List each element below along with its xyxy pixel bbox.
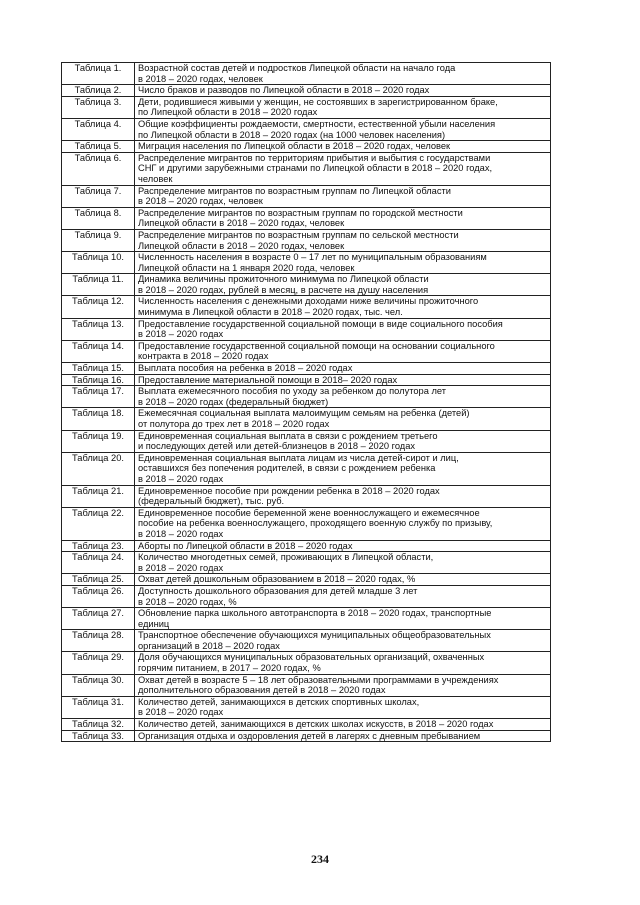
table-title: Аборты по Липецкой области в 2018 – 2020 годах bbox=[135, 540, 551, 552]
table-row bbox=[62, 318, 551, 340]
table-title: Предоставление материальной помощи в 2018– 2020 годах bbox=[135, 374, 551, 386]
table-number: Таблица 6. bbox=[62, 152, 135, 185]
table-number: Таблица 15. bbox=[62, 363, 135, 375]
table-row bbox=[62, 730, 551, 742]
table-row bbox=[62, 430, 551, 452]
table-title: Выплата пособия на ребенка в 2018 – 2020 годах bbox=[135, 363, 551, 375]
table-number: Таблица 21. bbox=[62, 485, 135, 507]
table-row bbox=[62, 507, 551, 540]
table-title: Ежемесячная социальная выплата малоимущим семьям на ребенка (детей) от полутора до трех лет в 2018 – 2020 годах bbox=[135, 408, 551, 430]
table-row bbox=[62, 452, 551, 485]
table-row bbox=[62, 485, 551, 507]
table-number: Таблица 19. bbox=[62, 430, 135, 452]
table-number: Таблица 13. bbox=[62, 318, 135, 340]
table-title: Возрастной состав детей и подростков Липецкой области на начало года в 2018 – 2020 годах, человек bbox=[135, 63, 551, 85]
table-number: Таблица 23. bbox=[62, 540, 135, 552]
table-title: Численность населения с денежными доходами ниже величины прожиточного минимума в Липецкой области в 2018 – 2020 годах, тыс. чел. bbox=[135, 296, 551, 318]
table-number: Таблица 17. bbox=[62, 386, 135, 408]
table-title: Охват детей дошкольным образованием в 2018 – 2020 годах, % bbox=[135, 574, 551, 586]
table-title: Доля обучающихся муниципальных образовательных организаций, охваченных горячим питанием, в 2017 – 2020 годах, % bbox=[135, 652, 551, 674]
table-number: Таблица 27. bbox=[62, 608, 135, 630]
table-title: Единовременная социальная выплата в связи с рождением третьего и последующих детей или детей-близнецов в 2018 – 2020 годах bbox=[135, 430, 551, 452]
table-number: Таблица 20. bbox=[62, 452, 135, 485]
table-of-contents bbox=[61, 62, 551, 742]
table-number: Таблица 14. bbox=[62, 340, 135, 362]
table-row bbox=[62, 274, 551, 296]
table-title: Выплата ежемесячного пособия по уходу за ребенком до полутора лет в 2018 – 2020 годах (федеральный бюджет) bbox=[135, 386, 551, 408]
table-title: Охват детей в возрасте 5 – 18 лет образовательными программами в учреждениях дополнительного образования детей в 2018 – 2020 годах bbox=[135, 674, 551, 696]
table-row bbox=[62, 374, 551, 386]
table-title: Организация отдыха и оздоровления детей в лагерях с дневным пребыванием bbox=[135, 730, 551, 742]
table-title: Распределение мигрантов по возрастным группам по сельской местности Липецкой области в 2018 – 2020 годах, человек bbox=[135, 229, 551, 251]
table-row bbox=[62, 63, 551, 85]
table-row bbox=[62, 207, 551, 229]
table-row bbox=[62, 408, 551, 430]
table-number: Таблица 2. bbox=[62, 85, 135, 97]
table-row bbox=[62, 229, 551, 251]
table-row bbox=[62, 85, 551, 97]
table-row bbox=[62, 96, 551, 118]
table-title: Транспортное обеспечение обучающихся муниципальных общеобразовательных организаций в 2018 – 2020 годах bbox=[135, 630, 551, 652]
table-title: Предоставление государственной социальной помощи в виде социального пособия в 2018 – 2020 годах bbox=[135, 318, 551, 340]
table-row bbox=[62, 152, 551, 185]
table-row bbox=[62, 719, 551, 731]
table-title: Общие коэффициенты рождаемости, смертности, естественной убыли населения по Липецкой области в 2018 – 2020 годах (на 1000 человек населения) bbox=[135, 118, 551, 140]
table-row bbox=[62, 630, 551, 652]
table-number: Таблица 10. bbox=[62, 252, 135, 274]
table-row bbox=[62, 118, 551, 140]
table-number: Таблица 16. bbox=[62, 374, 135, 386]
table-number: Таблица 30. bbox=[62, 674, 135, 696]
table-title: Единовременная социальная выплата лицам из числа детей-сирот и лиц, оставшихся без попечения родителей, в связи с рождением ребенка в 2018 – 2020 годах bbox=[135, 452, 551, 485]
table-title: Количество детей, занимающихся в детских школах искусств, в 2018 – 2020 годах bbox=[135, 719, 551, 731]
table-title: Обновление парка школьного автотранспорта в 2018 – 2020 годах, транспортные единиц bbox=[135, 608, 551, 630]
table-number: Таблица 18. bbox=[62, 408, 135, 430]
table-row bbox=[62, 340, 551, 362]
table-row bbox=[62, 540, 551, 552]
table-row bbox=[62, 552, 551, 574]
table-number: Таблица 25. bbox=[62, 574, 135, 586]
table-number: Таблица 1. bbox=[62, 63, 135, 85]
table-row bbox=[62, 141, 551, 153]
table-number: Таблица 22. bbox=[62, 507, 135, 540]
table-title: Распределение мигрантов по возрастным группам по Липецкой области в 2018 – 2020 годах, человек bbox=[135, 185, 551, 207]
table-row bbox=[62, 652, 551, 674]
table-number: Таблица 28. bbox=[62, 630, 135, 652]
table-row bbox=[62, 585, 551, 607]
table-number: Таблица 5. bbox=[62, 141, 135, 153]
table-number: Таблица 4. bbox=[62, 118, 135, 140]
table-row bbox=[62, 185, 551, 207]
table-number: Таблица 12. bbox=[62, 296, 135, 318]
table-title: Единовременное пособие беременной жене военнослужащего и ежемесячное пособие на ребенка военнослужащего, проходящего военную службу по призыву, в 2018 – 2020 годах bbox=[135, 507, 551, 540]
table-row bbox=[62, 296, 551, 318]
table-number: Таблица 26. bbox=[62, 585, 135, 607]
table-row bbox=[62, 574, 551, 586]
table-number: Таблица 8. bbox=[62, 207, 135, 229]
table-number: Таблица 31. bbox=[62, 696, 135, 718]
table-number: Таблица 33. bbox=[62, 730, 135, 742]
page-number: 234 bbox=[311, 852, 329, 866]
table-title: Распределение мигрантов по возрастным группам по городской местности Липецкой области в 2018 – 2020 годах, человек bbox=[135, 207, 551, 229]
table-number: Таблица 7. bbox=[62, 185, 135, 207]
table-number: Таблица 3. bbox=[62, 96, 135, 118]
table-title: Доступность дошкольного образования для детей младше 3 лет в 2018 – 2020 годах, % bbox=[135, 585, 551, 607]
table-row bbox=[62, 386, 551, 408]
table-number: Таблица 29. bbox=[62, 652, 135, 674]
table-title: Миграция населения по Липецкой области в 2018 – 2020 годах, человек bbox=[135, 141, 551, 153]
table-title: Предоставление государственной социальной помощи на основании социального контракта в 2018 – 2020 годах bbox=[135, 340, 551, 362]
table-number: Таблица 11. bbox=[62, 274, 135, 296]
table-title: Численность населения в возрасте 0 – 17 лет по муниципальным образованиям Липецкой области на 1 января 2020 года, человек bbox=[135, 252, 551, 274]
table-number: Таблица 9. bbox=[62, 229, 135, 251]
table-row bbox=[62, 363, 551, 375]
table-row bbox=[62, 674, 551, 696]
toc-body bbox=[62, 63, 551, 742]
table-title: Число браков и разводов по Липецкой области в 2018 – 2020 годах bbox=[135, 85, 551, 97]
table-title: Распределение мигрантов по территориям прибытия и выбытия с государствами СНГ и другими зарубежными странами по Липецкой области в 2018 – 2020 годах, человек bbox=[135, 152, 551, 185]
table-row bbox=[62, 608, 551, 630]
table-title: Количество детей, занимающихся в детских спортивных школах, в 2018 – 2020 годах bbox=[135, 696, 551, 718]
table-row bbox=[62, 252, 551, 274]
table-number: Таблица 32. bbox=[62, 719, 135, 731]
table-title: Дети, родившиеся живыми у женщин, не состоявших в зарегистрированном браке, по Липецкой области в 2018 – 2020 годах bbox=[135, 96, 551, 118]
table-row bbox=[62, 696, 551, 718]
table-title: Динамика величины прожиточного минимума по Липецкой области в 2018 – 2020 годах, рублей в месяц, в расчете на душу населения bbox=[135, 274, 551, 296]
table-number: Таблица 24. bbox=[62, 552, 135, 574]
table-title: Единовременное пособие при рождении ребенка в 2018 – 2020 годах (федеральный бюджет), тыс. руб. bbox=[135, 485, 551, 507]
table-title: Количество многодетных семей, проживающих в Липецкой области, в 2018 – 2020 годах bbox=[135, 552, 551, 574]
